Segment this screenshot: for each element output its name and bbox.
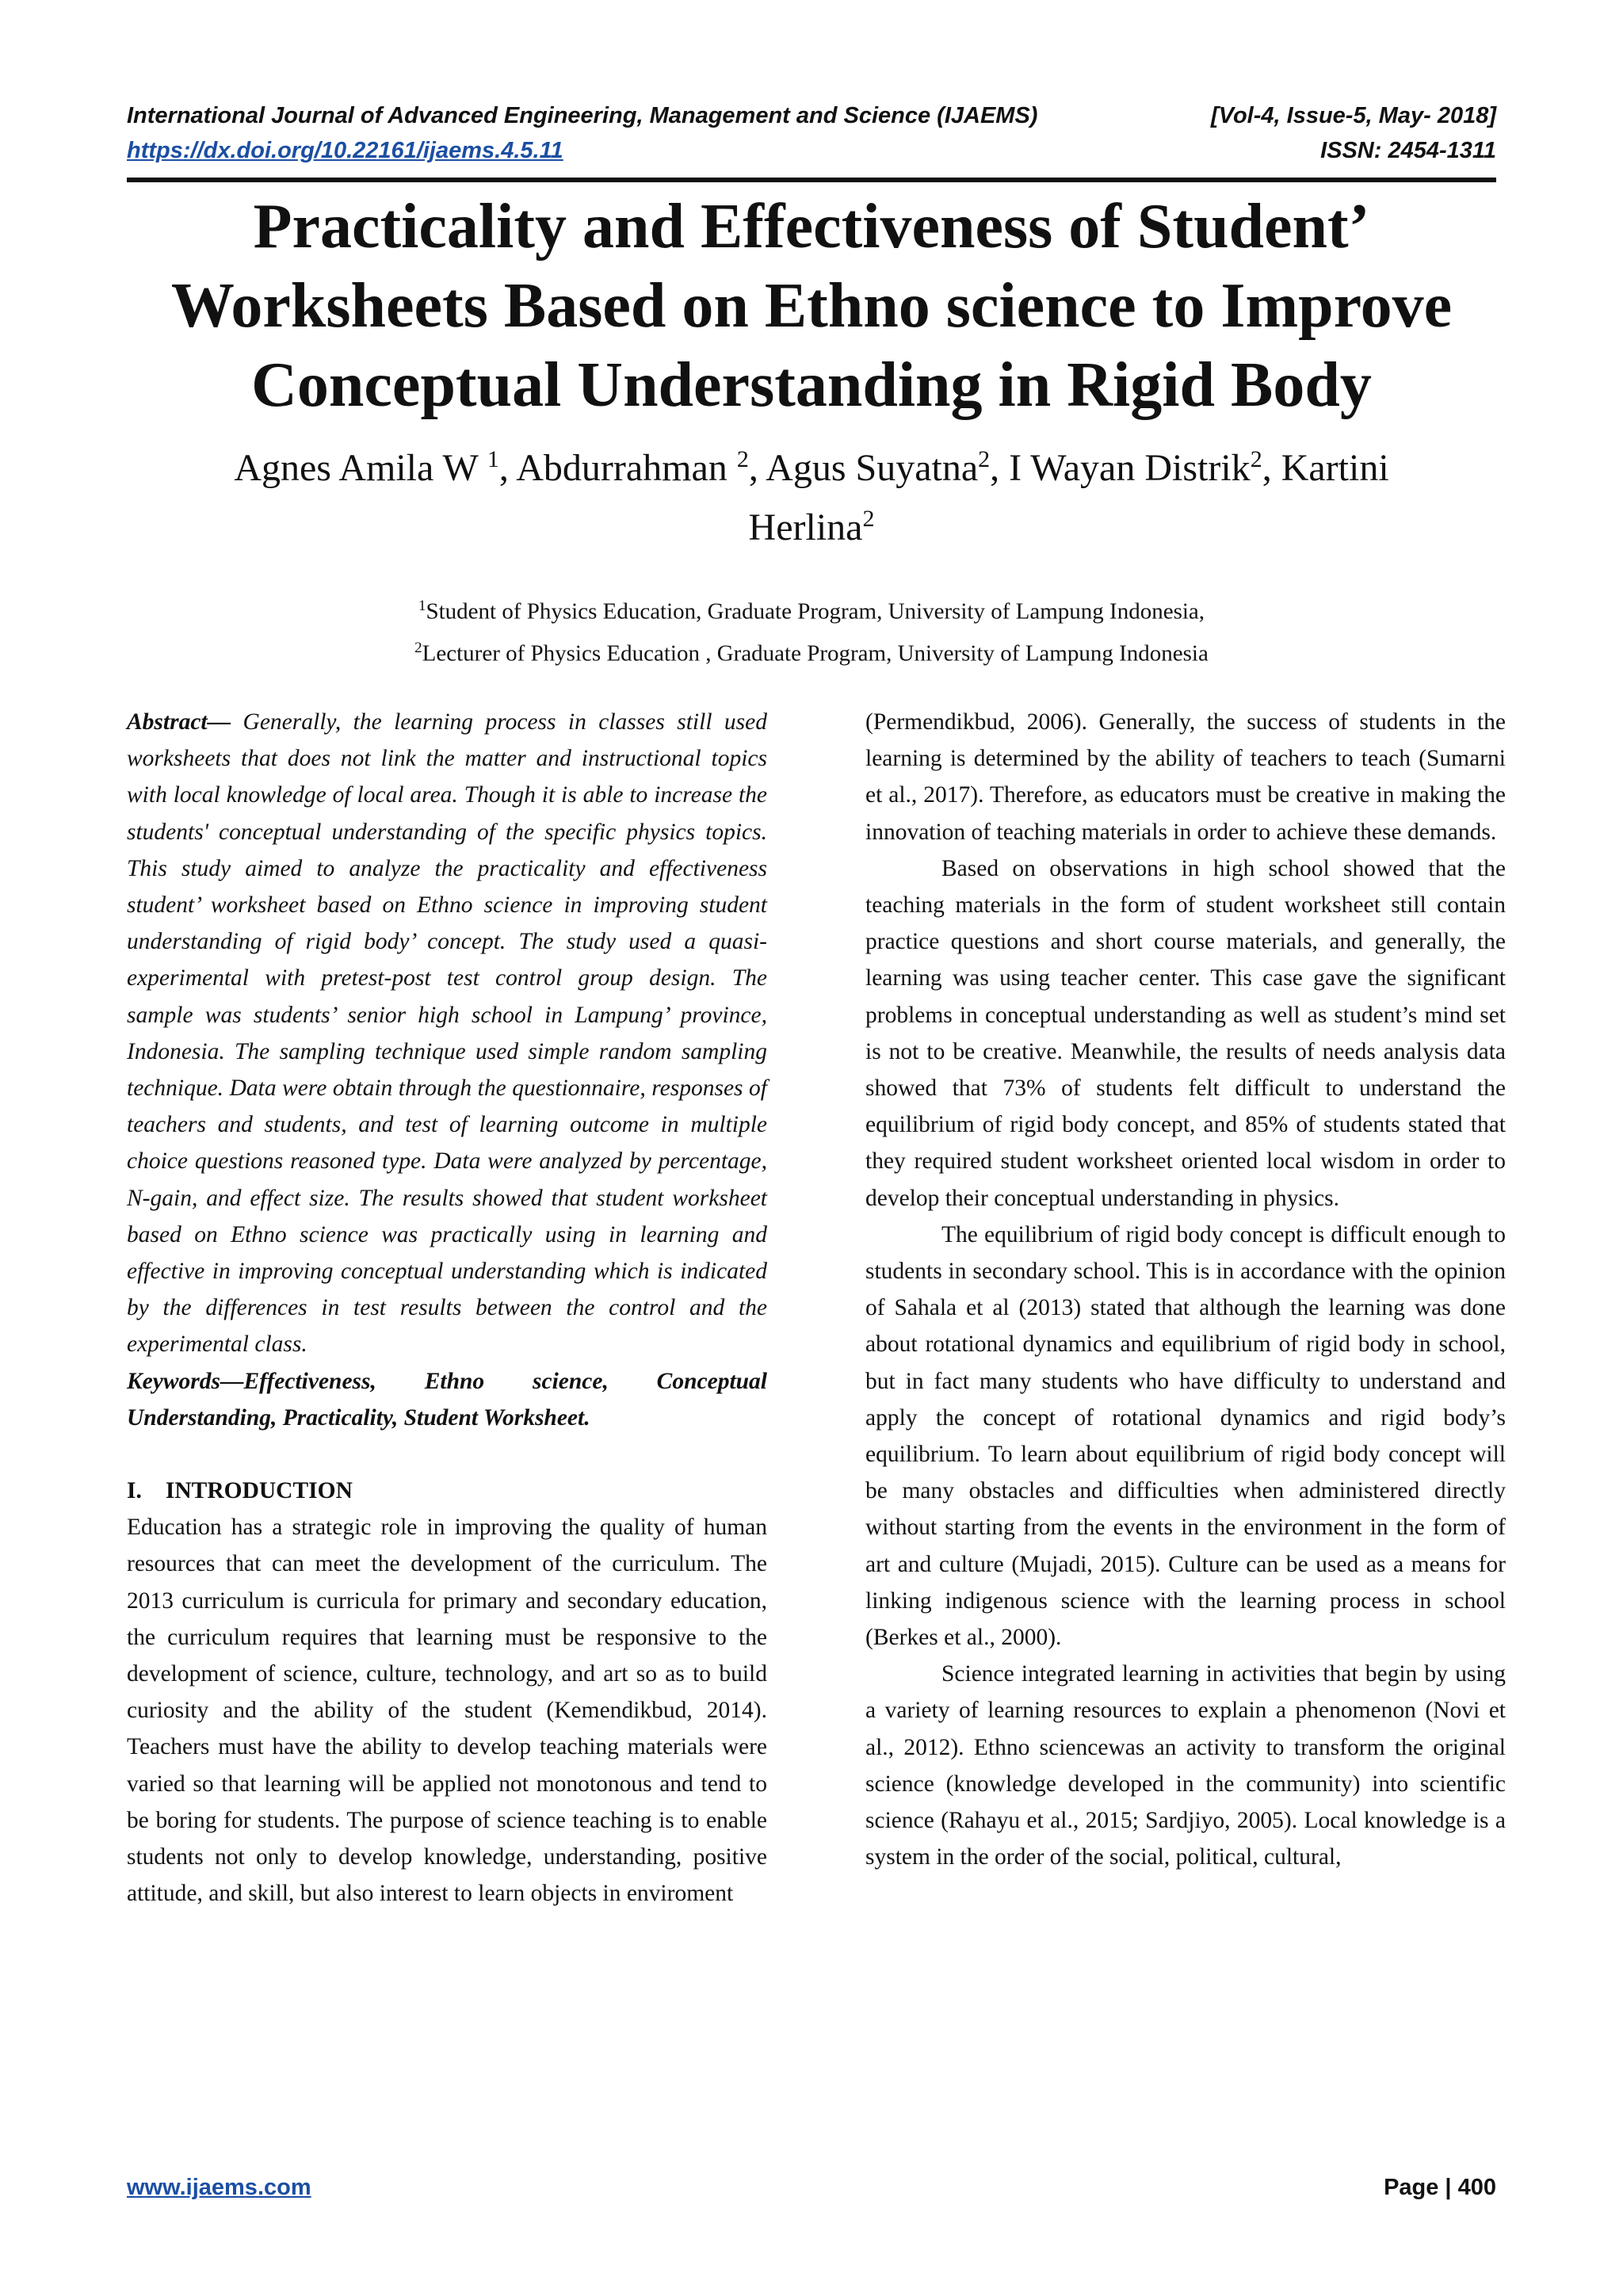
author-affil-mark: 2 xyxy=(862,506,875,532)
author-name: , Abdurrahman xyxy=(498,447,737,489)
author-name: Agnes Amila W xyxy=(234,447,487,489)
section-number: I. xyxy=(127,1478,142,1504)
author-name: , Agus Suyatna xyxy=(748,447,979,489)
affiliations xyxy=(127,588,1496,671)
journal-site-link[interactable]: www.ijaems.com xyxy=(127,2175,311,2200)
page-number: Page | 400 xyxy=(1384,2175,1496,2200)
author-affil-mark: 1 xyxy=(487,446,499,472)
section-title: INTRODUCTION xyxy=(165,1478,353,1504)
abstract-label: Abstract— xyxy=(127,709,231,735)
issn: ISSN: 2454-1311 xyxy=(1320,138,1496,163)
right-column xyxy=(865,704,1506,1876)
page-footer xyxy=(127,2175,1496,2201)
author-affil-mark: 2 xyxy=(736,446,749,472)
abstract-text: Generally, the learning process in classes still used worksheets that does not link the matter and instructional topics with local knowledge of local area. Though it is able to increase the students' conceptual understanding of the specific physics topics. This study aimed to analyze the practicality and effectiveness student’ worksheet based on Ethno science in improving student understanding of rigid body’ concept. The study used a quasi-experimental with pretest-post test control group design. The sample was students’ senior high school in Lampung’ province, Indonesia. The sampling technique used simple random sampling technique. Data were obtain through the questionnaire, responses of teachers and students, and test of learning outcome in multiple choice questions reasoned type. Data were analyzed by percentage, N-gain, and effect size. The results showed that student worksheet based on Ethno science was practically using in learning and effective in improving conceptual understanding which is indicated by the differences in test results between the control and the experimental class. xyxy=(127,709,767,1358)
header-rule xyxy=(127,178,1496,182)
body-paragraph: Science integrated learning in activities that begin by using a variety of learning resources to explain a phenomenon (Novi et al., 2012). Ethno sciencewas an activity to transform the original science (knowledge developed in the community) into scientific science (Rahayu et al., 2015; Sardjiyo, 2005). Local knowledge is a system in the order of the social, political, cultural, xyxy=(865,1661,1506,1870)
affiliation-line: Lecturer of Physics Education , Graduate Program, University of Lampung Indonesia xyxy=(422,640,1209,667)
author-list xyxy=(127,434,1496,553)
author-name: , Kartini xyxy=(1262,447,1389,489)
author-name: , I Wayan Distrik xyxy=(990,447,1251,489)
body-paragraph: The equilibrium of rigid body concept is difficult enough to students in secondary school. This is in accordance with the opinion of Sahala et al (2013) stated that although the learning was done about rotational dynamics and equilibrium of rigid body in school, but in fact many students who have difficulty to understand and apply the concept of rotational dynamics and rigid body’s equilibrium. To learn about equilibrium of rigid body concept will be many obstacles and difficulties when administered directly without starting from the events in the environment in the form of art and culture (Mujadi, 2015). Culture can be used as a means for linking indigenous science with the learning process in school (Berkes et al., 2000). xyxy=(865,1221,1506,1651)
author-name: Herlina xyxy=(748,506,863,548)
journal-name: International Journal of Advanced Engineering, Management and Science (IJAEMS) xyxy=(127,103,1038,128)
keywords: Keywords—Effectiveness, Ethno science, Conceptual Understanding, Practicality, Student Worksheet. xyxy=(127,1368,767,1431)
author-affil-mark: 2 xyxy=(978,446,991,472)
left-column xyxy=(127,704,767,1912)
title-line: Conceptual Understanding in Rigid Body xyxy=(251,350,1372,420)
section-heading xyxy=(127,1473,767,1509)
title-line: Worksheets Based on Ethno science to Improve xyxy=(170,271,1453,341)
intro-paragraph: Education has a strategic role in improving the quality of human resources that can meet the development of the curriculum. The 2013 curriculum is curricula for primary and secondary education, the curriculum requires that learning must be responsive to the development of science, culture, technology, and art so as to build curiosity and the ability of the student (Kemendikbud, 2014). Teachers must have the ability to develop teaching materials were varied so that learning will be applied not monotonous and tend to be boring for students. The purpose of science teaching is to enable students not only to develop knowledge, understanding, positive attitude, and skill, but also interest to learn objects in enviroment xyxy=(127,1515,767,1907)
abstract xyxy=(127,704,767,1363)
body-paragraph: (Permendikbud, 2006). Generally, the success of students in the learning is determined by the ability of teachers to teach (Sumarni et al., 2017). Therefore, as educators must be creative in making the innovation of teaching materials in order to achieve these demands. xyxy=(865,709,1506,845)
author-affil-mark: 2 xyxy=(1250,446,1262,472)
body-paragraph: Based on observations in high school showed that the teaching materials in the form of student worksheet still contain practice questions and short course materials, and generally, the learning was using teacher center. This case gave the significant problems in conceptual understanding as well as student’s mind set is not to be creative. Meanwhile, the results of needs analysis data showed that 73% of students felt difficult to understand the equilibrium of rigid body concept, and 85% of students stated that they required student worksheet oriented local wisdom in order to develop their conceptual understanding in physics. xyxy=(865,855,1506,1211)
volume-info: [Vol-4, Issue-5, May- 2018] xyxy=(1211,103,1496,128)
title-line: Practicality and Effectiveness of Student’ xyxy=(253,192,1370,262)
paper-title xyxy=(95,187,1528,425)
running-header xyxy=(127,98,1496,168)
affil-mark: 1 xyxy=(418,598,426,614)
affil-mark: 2 xyxy=(414,639,422,656)
affiliation-line: Student of Physics Education, Graduate Program, University of Lampung Indonesia, xyxy=(426,598,1205,625)
doi-link[interactable]: https://dx.doi.org/10.22161/ijaems.4.5.11 xyxy=(127,138,563,163)
